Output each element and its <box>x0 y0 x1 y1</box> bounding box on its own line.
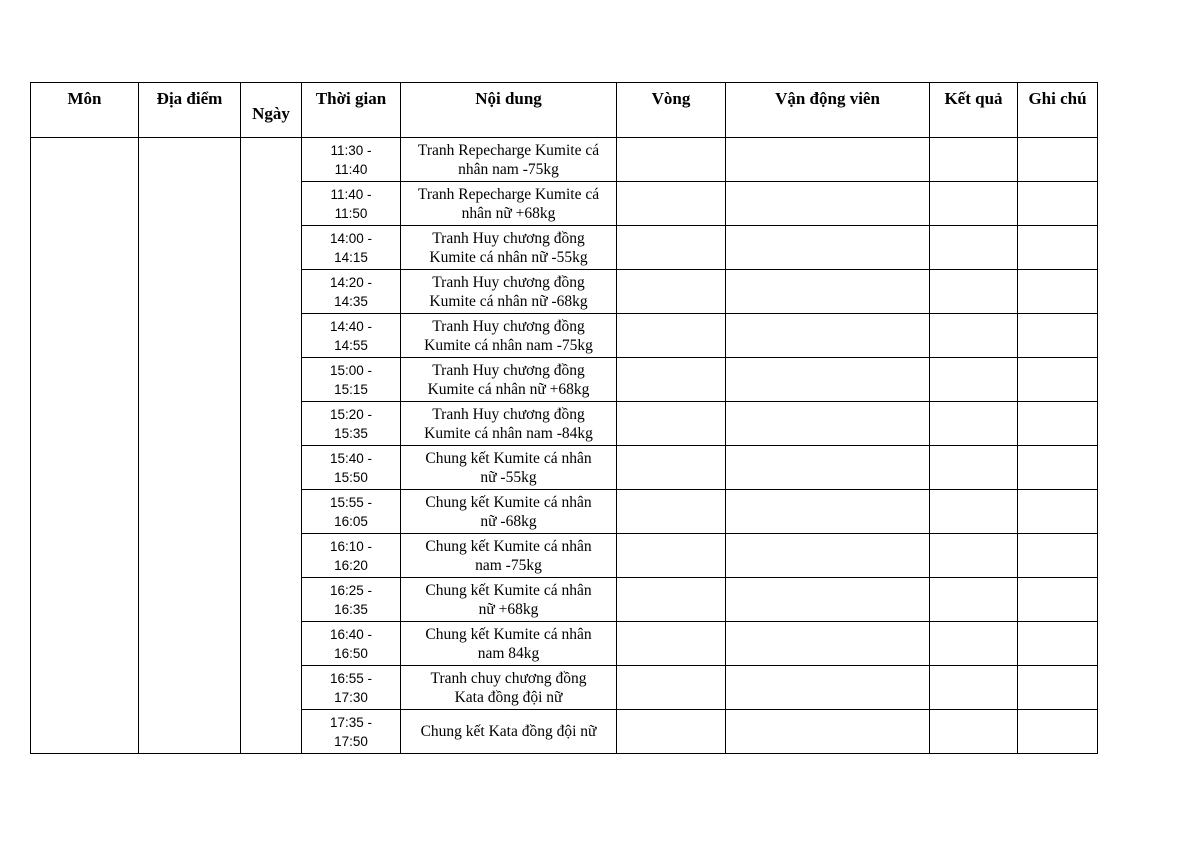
content-line-2: nhân nữ +68kg <box>461 204 556 222</box>
time-start: 15:00 - <box>329 362 373 378</box>
content-cell <box>401 314 617 358</box>
content-cell <box>401 270 617 314</box>
content-line-1: Tranh Repecharge Kumite cá <box>417 141 600 159</box>
vong-cell <box>617 314 726 358</box>
time-end: 17:30 <box>334 689 368 705</box>
schedule-body <box>31 138 1098 754</box>
time-start: 14:00 - <box>329 230 373 246</box>
ghi-chu-cell <box>1018 402 1098 446</box>
time-end: 14:15 <box>334 249 368 265</box>
content-cell <box>401 490 617 534</box>
content-line-2: nam -75kg <box>475 556 542 574</box>
content-line-1: Chung kết Kumite cá nhân <box>425 581 592 599</box>
van-dong-vien-cell <box>726 358 930 402</box>
content-line-1: Chung kết Kumite cá nhân <box>425 449 592 467</box>
content-line-1: Chung kết Kata đồng đội nữ <box>420 723 597 740</box>
van-dong-vien-cell <box>726 490 930 534</box>
vong-cell <box>617 622 726 666</box>
van-dong-vien-cell <box>726 314 930 358</box>
time-start: 16:25 - <box>329 582 373 598</box>
time-cell <box>302 490 401 534</box>
content-cell <box>401 578 617 622</box>
van-dong-vien-cell <box>726 446 930 490</box>
header-dia-diem: Địa điểm <box>139 83 241 138</box>
content-line-2: nhân nam -75kg <box>458 160 559 178</box>
vong-cell <box>617 402 726 446</box>
content-line-2: Kumite cá nhân nữ -68kg <box>429 292 588 310</box>
header-ghi-chu: Ghi chú <box>1018 83 1098 138</box>
time-cell <box>302 226 401 270</box>
ket-qua-cell <box>930 226 1018 270</box>
time-cell <box>302 314 401 358</box>
time-start: 11:30 - <box>330 142 372 158</box>
content-line-2: nam 84kg <box>477 644 540 662</box>
time-start: 17:35 - <box>329 714 373 730</box>
ngay-cell <box>241 138 302 754</box>
time-end: 15:15 <box>334 381 368 397</box>
time-end: 14:55 <box>334 337 368 353</box>
content-cell <box>401 358 617 402</box>
time-cell <box>302 534 401 578</box>
vong-cell <box>617 710 726 754</box>
time-cell <box>302 710 401 754</box>
time-start: 14:20 - <box>329 274 373 290</box>
content-line-1: Tranh Repecharge Kumite cá <box>417 185 600 203</box>
van-dong-vien-cell <box>726 226 930 270</box>
time-start: 16:10 - <box>329 538 373 554</box>
content-line-2: Kumite cá nhân nam -84kg <box>424 424 593 442</box>
dia-diem-cell <box>139 138 241 754</box>
mon-cell <box>31 138 139 754</box>
content-line-1: Chung kết Kumite cá nhân <box>425 625 592 643</box>
header-van-dong-vien: Vận động viên <box>726 83 930 138</box>
ghi-chu-cell <box>1018 534 1098 578</box>
vong-cell <box>617 270 726 314</box>
content-line-2: nữ -55kg <box>480 468 537 486</box>
content-cell <box>401 402 617 446</box>
content-line-2: nữ +68kg <box>478 600 539 618</box>
time-end: 16:20 <box>334 557 368 573</box>
time-start: 16:55 - <box>329 670 373 686</box>
vong-cell <box>617 446 726 490</box>
header-vong: Vòng <box>617 83 726 138</box>
time-start: 15:55 - <box>329 494 373 510</box>
ket-qua-cell <box>930 622 1018 666</box>
time-cell <box>302 578 401 622</box>
ghi-chu-cell <box>1018 138 1098 182</box>
ket-qua-cell <box>930 446 1018 490</box>
time-end: 14:35 <box>334 293 368 309</box>
time-cell <box>302 402 401 446</box>
time-end: 16:50 <box>334 645 368 661</box>
content-cell <box>401 446 617 490</box>
content-line-2: Kumite cá nhân nam -75kg <box>424 336 593 354</box>
content-line-2: nữ -68kg <box>480 512 537 530</box>
ket-qua-cell <box>930 138 1018 182</box>
van-dong-vien-cell <box>726 622 930 666</box>
ket-qua-cell <box>930 534 1018 578</box>
ket-qua-cell <box>930 578 1018 622</box>
header-row <box>31 83 1098 138</box>
content-cell <box>401 226 617 270</box>
time-cell <box>302 270 401 314</box>
ghi-chu-cell <box>1018 490 1098 534</box>
ket-qua-cell <box>930 358 1018 402</box>
vong-cell <box>617 534 726 578</box>
time-cell <box>302 666 401 710</box>
content-cell <box>401 182 617 226</box>
ket-qua-cell <box>930 490 1018 534</box>
ket-qua-cell <box>930 710 1018 754</box>
content-cell <box>401 138 617 182</box>
time-cell <box>302 358 401 402</box>
vong-cell <box>617 578 726 622</box>
time-start: 11:40 - <box>330 186 372 202</box>
content-cell <box>401 666 617 710</box>
time-cell <box>302 622 401 666</box>
ket-qua-cell <box>930 270 1018 314</box>
table-row <box>31 138 1098 182</box>
time-cell <box>302 138 401 182</box>
ket-qua-cell <box>930 182 1018 226</box>
van-dong-vien-cell <box>726 578 930 622</box>
ket-qua-cell <box>930 402 1018 446</box>
content-cell <box>401 710 617 754</box>
header-noi-dung: Nội dung <box>401 83 617 138</box>
content-cell <box>401 622 617 666</box>
header-ket-qua: Kết quả <box>930 83 1018 138</box>
content-line-2: Kata đồng đội nữ <box>454 688 563 706</box>
content-line-1: Chung kết Kumite cá nhân <box>425 537 592 555</box>
van-dong-vien-cell <box>726 402 930 446</box>
time-end: 11:50 <box>334 205 368 221</box>
header-ngay: Ngày <box>241 83 302 138</box>
ghi-chu-cell <box>1018 446 1098 490</box>
ghi-chu-cell <box>1018 358 1098 402</box>
content-line-1: Tranh Huy chương đồng <box>432 229 585 247</box>
ket-qua-cell <box>930 314 1018 358</box>
content-line-1: Tranh Huy chương đồng <box>432 317 585 335</box>
ghi-chu-cell <box>1018 710 1098 754</box>
content-line-2: Kumite cá nhân nữ -55kg <box>429 248 588 266</box>
vong-cell <box>617 182 726 226</box>
content-line-1: Tranh chuy chương đồng <box>430 669 587 687</box>
ghi-chu-cell <box>1018 622 1098 666</box>
time-end: 15:50 <box>334 469 368 485</box>
vong-cell <box>617 666 726 710</box>
time-start: 15:40 - <box>329 450 373 466</box>
time-end: 16:35 <box>334 601 368 617</box>
content-line-1: Tranh Huy chương đồng <box>432 361 585 379</box>
time-cell <box>302 446 401 490</box>
ghi-chu-cell <box>1018 226 1098 270</box>
time-end: 11:40 <box>334 161 368 177</box>
time-end: 15:35 <box>334 425 368 441</box>
ghi-chu-cell <box>1018 666 1098 710</box>
schedule-table <box>30 82 1098 754</box>
van-dong-vien-cell <box>726 534 930 578</box>
ghi-chu-cell <box>1018 314 1098 358</box>
time-start: 16:40 - <box>329 626 373 642</box>
content-line-1: Chung kết Kumite cá nhân <box>425 493 592 511</box>
time-start: 15:20 - <box>329 406 373 422</box>
vong-cell <box>617 226 726 270</box>
van-dong-vien-cell <box>726 666 930 710</box>
ket-qua-cell <box>930 666 1018 710</box>
van-dong-vien-cell <box>726 182 930 226</box>
van-dong-vien-cell <box>726 138 930 182</box>
content-cell <box>401 534 617 578</box>
ghi-chu-cell <box>1018 182 1098 226</box>
vong-cell <box>617 358 726 402</box>
time-start: 14:40 - <box>329 318 373 334</box>
ghi-chu-cell <box>1018 578 1098 622</box>
content-line-1: Tranh Huy chương đồng <box>432 405 585 423</box>
content-line-1: Tranh Huy chương đồng <box>432 273 585 291</box>
content-line-2: Kumite cá nhân nữ +68kg <box>427 380 590 398</box>
header-thoi-gian: Thời gian <box>302 83 401 138</box>
ghi-chu-cell <box>1018 270 1098 314</box>
van-dong-vien-cell <box>726 270 930 314</box>
time-cell <box>302 182 401 226</box>
vong-cell <box>617 490 726 534</box>
van-dong-vien-cell <box>726 710 930 754</box>
vong-cell <box>617 138 726 182</box>
time-end: 17:50 <box>334 733 368 749</box>
header-mon: Môn <box>31 83 139 138</box>
time-end: 16:05 <box>334 513 368 529</box>
